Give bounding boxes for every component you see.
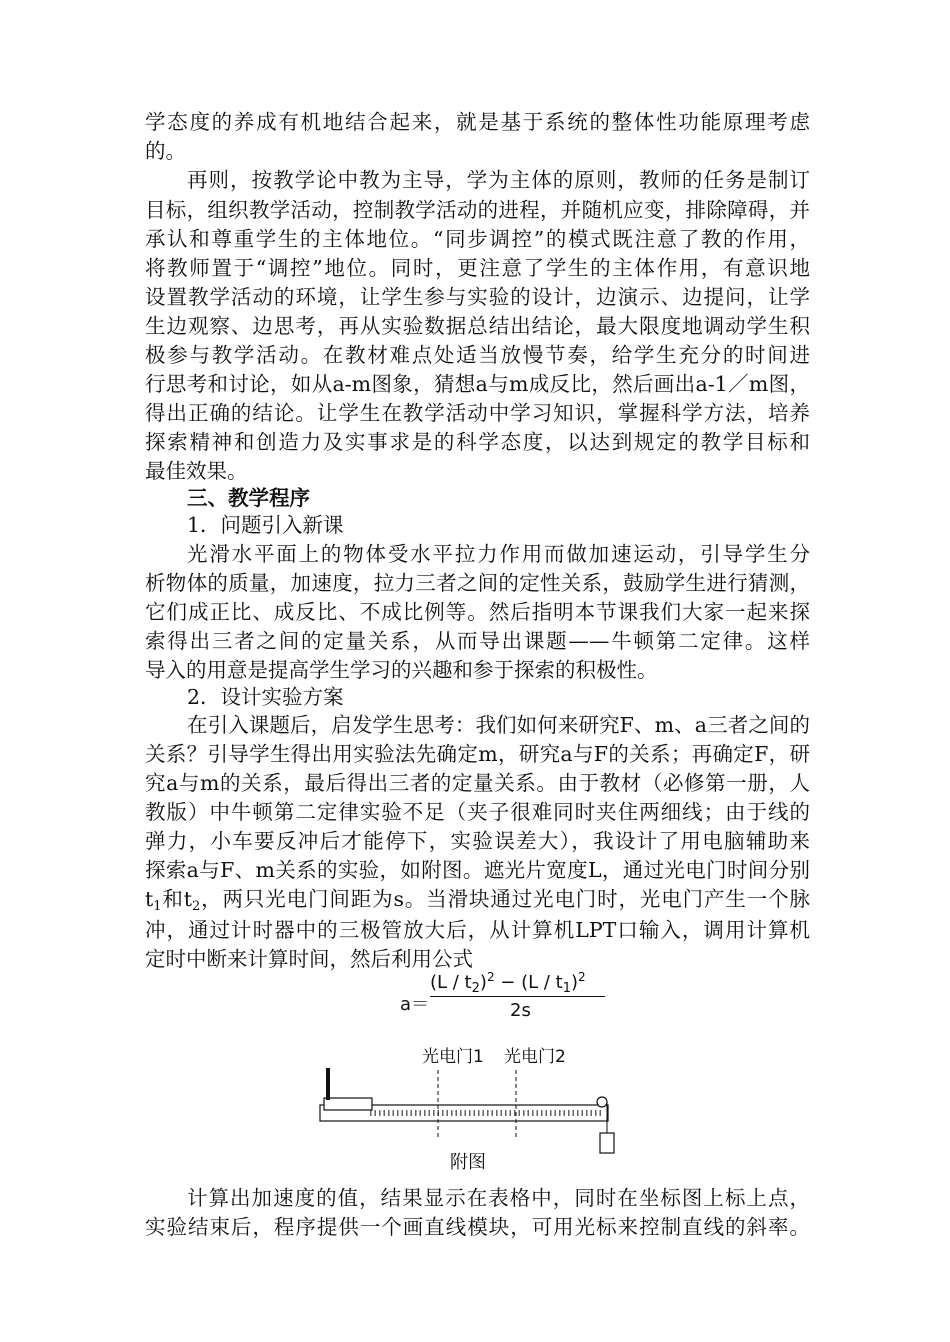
para2-line-3: 承认和尊重学生的主体地位。“同步调控”的模式既注意了教的作用， bbox=[145, 227, 810, 251]
figure-caption: 附图 bbox=[450, 1152, 486, 1173]
num-sup-b: 2 bbox=[578, 970, 586, 984]
num-sup-a: 2 bbox=[486, 970, 495, 984]
para2-line-1: 再则，按教学论中教为主导，学为主体的原则，教师的任务是制订 bbox=[187, 168, 810, 192]
t-letter: t bbox=[145, 887, 154, 911]
para1-line-1: 学态度的养成有机地结合起来，就是基于系统的整体性功能原理考虑 bbox=[145, 110, 810, 134]
t1-subscript: 1 bbox=[153, 899, 162, 914]
formula-numerator bbox=[430, 970, 586, 996]
para2-line-2: 目标，组织教学活动，控制教学活动的进程，并随机应变，排除障碍，并 bbox=[145, 198, 810, 222]
subsection-2-heading: 2．设计实验方案 bbox=[187, 685, 344, 709]
pulley bbox=[597, 1097, 607, 1107]
para4-line-8: 冲，通过计时器中的三极管放大后，从计算机LPT口输入，调用计算机 bbox=[145, 918, 810, 942]
acceleration-formula bbox=[400, 970, 610, 1030]
apparatus-figure bbox=[310, 1040, 630, 1180]
para1-line-2: 的。 bbox=[145, 139, 186, 163]
para2-line-6: 生边观察、边思考，再从实验数据总结出结论，最大限度地调动学生积 bbox=[145, 314, 810, 338]
para4-line-6: 探索a与F、m关系的实验，如附图。遮光片宽度L，通过光电门时间分别 bbox=[145, 858, 810, 882]
para4-line-5: 弹力，小车要反冲后才能停下，实验误差大），我设计了用电脑辅助来 bbox=[145, 829, 810, 853]
slider-block bbox=[324, 1098, 372, 1110]
para4-line-7 bbox=[145, 885, 810, 914]
para2-line-9: 得出正确的结论。让学生在教学活动中学习知识，掌握科学方法，培养 bbox=[145, 401, 810, 425]
para2-line-7: 极参与教学活动。在教材难点处适当放慢节奏，给学生充分的时间进 bbox=[145, 343, 810, 367]
gate-1-label: 光电门1 bbox=[422, 1047, 484, 1067]
num-sub-1: 1 bbox=[562, 981, 572, 996]
formula-lhs: a＝ bbox=[400, 994, 430, 1015]
num-close-b: ) bbox=[571, 972, 579, 993]
para3-line-4: 索得出三者之间的定量关系，从而导出课题——牛顿第二定律。这样 bbox=[145, 629, 810, 653]
para2-line-8: 行思考和讨论，如从a-m图象，猜想a与m成反比，然后画出a-1／m图， bbox=[145, 372, 810, 396]
para4-line-2: 关系？引导学生得出用实验法先确定m，研究a与F的关系；再确定F，研 bbox=[145, 742, 810, 766]
para5-line-1: 计算出加速度的值，结果显示在表格中，同时在坐标图上标上点， bbox=[187, 1186, 810, 1210]
para3-line-2: 析物体的质量，加速度，拉力三者之间的定性关系，鼓励学生进行猜测， bbox=[145, 571, 810, 595]
para4-line-4: 教版）中牛顿第二定律实验不足（夹子很难同时夹住两细线；由于线的 bbox=[145, 800, 810, 824]
and-t-text: 和t bbox=[161, 887, 193, 911]
formula-denominator: 2s bbox=[510, 1000, 531, 1021]
para2-line-5: 设置教学活动的环境，让学生参与实验的设计，边演示、边提问，让学 bbox=[145, 285, 810, 309]
para3-line-3: 它们成正比、成反比、不成比例等。然后指明本节课我们大家一起来探 bbox=[145, 600, 810, 624]
para3-line-5: 导入的用意是提高学生学习的兴趣和参于探索的积极性。 bbox=[145, 658, 658, 682]
gate-2-label: 光电门2 bbox=[504, 1047, 566, 1067]
para2-line-4: 将教师置于“调控”地位。同时，更注意了学生的主体作用，有意识地 bbox=[145, 256, 810, 280]
para5-line-2: 实验结束后，程序提供一个画直线模块，可用光标来控制直线的斜率。 bbox=[145, 1215, 810, 1239]
line-7-rest: ，两只光电门间距为s。当滑块通过光电门时，光电门产生一个脉 bbox=[200, 887, 810, 911]
para4-line-9: 定时中断来计算时间，然后利用公式 bbox=[145, 947, 473, 971]
fraction-bar bbox=[430, 996, 605, 997]
shutter-plate bbox=[326, 1068, 330, 1100]
subsection-1-heading: 1．问题引入新课 bbox=[187, 513, 344, 537]
para4-line-1: 在引入课题后，启发学生思考：我们如何来研究F、m、a三者之间的 bbox=[187, 713, 810, 737]
num-part-a: (L / t bbox=[430, 972, 472, 993]
para2-line-11: 最佳效果。 bbox=[145, 459, 248, 483]
t2-subscript: 2 bbox=[192, 899, 201, 914]
section-3-heading: 三、教学程序 bbox=[187, 486, 310, 510]
num-sub-2: 2 bbox=[471, 981, 480, 996]
num-part-b: − (L / t bbox=[494, 972, 563, 993]
para4-line-3: 究a与m的关系，最后得出三者的定量关系。由于教材（必修第一册，人 bbox=[145, 771, 810, 795]
hanging-weight bbox=[600, 1133, 614, 1153]
para2-line-10: 探索精神和创造力及实事求是的科学态度，以达到规定的教学目标和 bbox=[145, 430, 810, 454]
num-close-a: ) bbox=[479, 972, 487, 993]
para3-line-1: 光滑水平面上的物体受水平拉力作用而做加速运动，引导学生分 bbox=[187, 542, 810, 566]
